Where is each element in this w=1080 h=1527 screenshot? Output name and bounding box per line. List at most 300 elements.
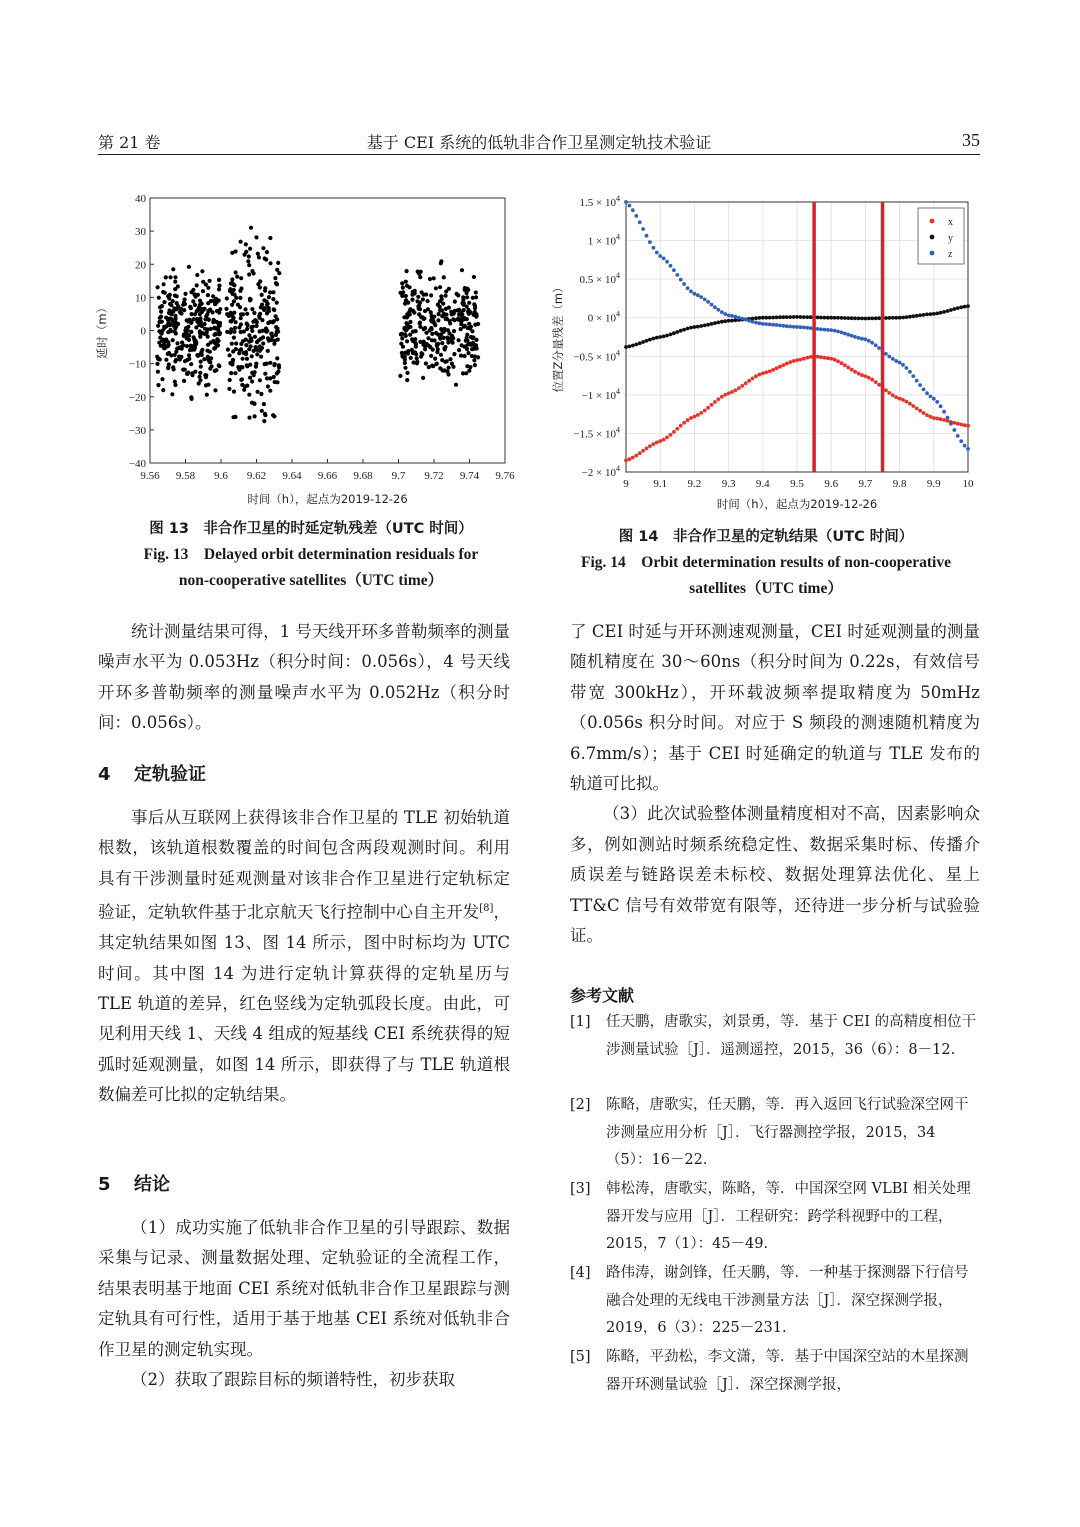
residual-point [272, 414, 276, 418]
series-y-point [771, 316, 775, 320]
series-y-point [675, 330, 679, 334]
residual-point [230, 292, 234, 296]
residual-point [248, 247, 252, 251]
residual-point [473, 310, 477, 314]
paragraph-cei-accuracy: 了 CEI 时延与开环测速观测量，CEI 时延观测量的测量随机精度在 30～60ns（积分时间为 0.22s，有效信号带宽 300kHz），开环载波频率提取精度为 50mHz（0.056s 积分时间。对应于 S 频段的测速随机精度为 6.7mm/s）；基于 CEI 时延确定的轨道与 TLE 发布的轨道可比拟。 [570, 622, 980, 794]
residual-point [398, 374, 402, 378]
residual-point [411, 351, 415, 355]
residual-point [170, 392, 174, 396]
series-z-point [648, 240, 652, 244]
y-tick-label: −40 [128, 458, 146, 470]
x-tick-label: 9.56 [140, 470, 160, 482]
series-y-point [918, 313, 922, 317]
residual-point [239, 312, 243, 316]
series-z-point [864, 337, 868, 341]
residual-point [238, 289, 242, 293]
series-z-point [723, 312, 727, 316]
x-tick-label: 9.5 [790, 478, 804, 490]
residual-point [264, 257, 268, 261]
series-x-point [713, 400, 717, 404]
residual-point [156, 324, 160, 328]
residual-point [193, 303, 197, 307]
residual-point [439, 261, 443, 265]
residual-point [214, 332, 218, 336]
residual-point [208, 279, 212, 283]
series-z-point [949, 422, 953, 426]
residual-point [228, 330, 232, 334]
residual-point [225, 296, 229, 300]
residual-point [245, 327, 249, 331]
residual-point [187, 357, 191, 361]
residual-point [215, 309, 219, 313]
series-x-point [911, 404, 915, 408]
residual-point [254, 365, 258, 369]
residual-point [476, 322, 480, 326]
residual-point [208, 308, 212, 312]
series-y-point [935, 312, 939, 316]
residual-point [265, 250, 269, 254]
residual-point [254, 319, 258, 323]
series-z-point [966, 447, 970, 451]
series-y-point [840, 316, 844, 320]
series-x-point [826, 356, 830, 360]
residual-point [187, 265, 191, 269]
residual-point [208, 367, 212, 371]
residual-point [232, 311, 236, 315]
series-y-point [901, 316, 905, 320]
residual-point [172, 367, 176, 371]
residual-point [264, 330, 268, 334]
residual-point [157, 320, 161, 324]
residual-point [252, 271, 256, 275]
residual-point [228, 353, 232, 357]
residual-point [202, 357, 206, 361]
residual-point [465, 347, 469, 351]
series-y-point [949, 308, 953, 312]
y-tick-label: $-2 \times 10^4$ [581, 464, 620, 479]
series-y-point [939, 311, 943, 315]
residual-point [227, 387, 231, 391]
series-x-point [816, 355, 820, 359]
series-z-point [706, 300, 710, 304]
residual-point [473, 363, 477, 367]
series-y-point [768, 316, 772, 320]
series-x-point [870, 378, 874, 382]
residual-point [450, 334, 454, 338]
residual-point [265, 376, 269, 380]
series-x-point [648, 444, 652, 448]
residual-point [188, 348, 192, 352]
series-x-point [925, 413, 929, 417]
residual-point [418, 321, 422, 325]
residual-point [257, 316, 261, 320]
y-tick-label: 20 [135, 259, 146, 272]
residual-point [465, 295, 469, 299]
residual-point [399, 332, 403, 336]
residual-point [250, 379, 254, 383]
series-x-point [935, 417, 939, 421]
series-z-point [853, 335, 857, 339]
residual-point [237, 325, 241, 329]
series-x-point [665, 436, 669, 440]
residual-point [268, 261, 272, 265]
series-x-point [843, 363, 847, 367]
residual-point [467, 322, 471, 326]
series-x-point [703, 409, 707, 413]
series-z-point [652, 246, 656, 250]
series-y-point [781, 315, 785, 319]
x-tick-label: 9.6 [824, 478, 839, 490]
residual-point [457, 348, 461, 352]
residual-point [156, 370, 160, 374]
residual-point [253, 414, 257, 418]
page-number: 35 [962, 130, 980, 150]
residual-point [428, 277, 432, 281]
series-y-point [679, 329, 683, 333]
residual-point [267, 295, 271, 299]
series-y-point [682, 328, 686, 332]
residual-point [254, 235, 258, 239]
series-y-point [908, 315, 912, 319]
series-z-point [860, 337, 864, 341]
series-y-point [891, 316, 895, 320]
series-x-point [829, 357, 833, 361]
residual-point [436, 332, 440, 336]
residual-point [173, 326, 177, 330]
residual-point [403, 355, 407, 359]
series-y-point [915, 314, 919, 318]
series-z-point [744, 318, 748, 322]
series-y-point [703, 324, 707, 328]
residual-point [266, 384, 270, 388]
series-z-point [929, 395, 933, 399]
series-x-point [799, 358, 803, 362]
series-z-point [628, 204, 632, 208]
residual-point [215, 340, 219, 344]
series-x-point [764, 371, 768, 375]
series-z-point [764, 322, 768, 326]
series-z-point [829, 328, 833, 332]
residual-point [472, 275, 476, 279]
residual-point [232, 336, 236, 340]
residual-point [158, 305, 162, 309]
residual-point [456, 318, 460, 322]
residual-point [260, 409, 264, 413]
residual-point [161, 290, 165, 294]
series-y-point [792, 315, 796, 319]
series-z-point [894, 359, 898, 363]
series-x-point [942, 418, 946, 422]
residual-point [404, 325, 408, 329]
residual-point [235, 275, 239, 279]
series-x-point [696, 413, 700, 417]
series-y-point [624, 345, 628, 349]
residual-point [439, 353, 443, 357]
residual-point [404, 299, 408, 303]
residual-point [405, 371, 409, 375]
series-y-point [809, 315, 813, 319]
series-y-point [826, 316, 830, 320]
x-tick-label: 9.6 [214, 470, 228, 482]
residual-point [209, 340, 213, 344]
series-y-point [658, 335, 662, 339]
series-x-point [727, 391, 731, 395]
x-tick-label: 9.9 [926, 478, 941, 490]
residual-point [411, 330, 415, 334]
series-x-point [908, 402, 912, 406]
residual-point [452, 352, 456, 356]
residual-point [421, 297, 425, 301]
series-y-point [795, 315, 799, 319]
residual-point [444, 317, 448, 321]
residual-point [234, 270, 238, 274]
residual-point [269, 338, 273, 342]
series-x-point [963, 423, 967, 427]
residual-point [250, 307, 254, 311]
series-x-point [645, 447, 649, 451]
x-tick-label: 10 [962, 478, 974, 490]
residual-point [242, 388, 246, 392]
residual-point [263, 308, 267, 312]
legend-label-z: z [948, 249, 953, 260]
residual-point [456, 293, 460, 297]
x-tick-label: 9.62 [246, 470, 267, 482]
residual-point [191, 299, 195, 303]
residual-point [230, 251, 234, 255]
residual-point [160, 377, 164, 381]
residual-point [463, 354, 467, 358]
residual-point [413, 341, 417, 345]
y-tick-label: −10 [128, 358, 146, 371]
residual-point [271, 290, 275, 294]
residual-point [405, 378, 409, 382]
residual-point [229, 281, 233, 285]
residual-point [408, 333, 412, 337]
residual-point [459, 354, 463, 358]
residual-point [244, 242, 248, 246]
series-z-point [942, 410, 946, 414]
series-z-point [703, 298, 707, 302]
residual-point [163, 339, 167, 343]
series-z-point [802, 326, 806, 330]
series-z-point [843, 332, 847, 336]
residual-point [266, 349, 270, 353]
residual-point [263, 362, 267, 366]
residual-point [167, 321, 171, 325]
residual-point [171, 267, 175, 271]
reference-text: 陈略，平劲松，李文潇，等．基于中国深空站的木星探测器开环测量试验［J］．深空探测学报， [606, 1349, 969, 1393]
residual-point [248, 298, 252, 302]
residual-point [247, 254, 251, 258]
figure-14-chart [548, 190, 984, 520]
residual-point [239, 276, 243, 280]
series-x-point [792, 359, 796, 363]
figure-14-caption [548, 524, 984, 602]
residual-point [273, 276, 277, 280]
residual-point [182, 379, 186, 383]
series-x-point [734, 388, 738, 392]
residual-point [276, 261, 280, 265]
residual-point [276, 370, 280, 374]
residual-point [403, 333, 407, 337]
series-x-point [740, 384, 744, 388]
residual-point [191, 288, 195, 292]
series-z-point [710, 303, 714, 307]
residual-point [255, 340, 259, 344]
series-z-point [675, 273, 679, 277]
residual-point [198, 375, 202, 379]
series-y-point [672, 331, 676, 335]
residual-point [398, 291, 402, 295]
residual-point [217, 363, 221, 367]
series-z-point [696, 293, 700, 297]
residual-point [194, 342, 198, 346]
residual-point [172, 306, 176, 310]
residual-point [454, 383, 458, 387]
series-z-point [747, 319, 751, 323]
residual-point [174, 358, 178, 362]
residual-point [230, 277, 234, 281]
residual-point [461, 371, 465, 375]
series-x-point [846, 366, 850, 370]
x-tick-label: 9.68 [353, 470, 373, 482]
series-x-point [768, 369, 772, 373]
series-y-point [850, 316, 854, 320]
reference-number: [2] [570, 1097, 591, 1113]
series-z-point [870, 341, 874, 345]
residual-point [246, 259, 250, 263]
section-4-number: 4 [98, 764, 111, 785]
residual-point [215, 344, 219, 348]
residual-point [422, 293, 426, 297]
x-axis-label: 时间（h），起点为2019-12-26 [716, 497, 878, 511]
series-y-point [799, 315, 803, 319]
residual-point [217, 284, 221, 288]
residual-point [213, 302, 217, 306]
residual-point [161, 388, 165, 392]
series-x-point [658, 439, 662, 443]
series-y-point [956, 306, 960, 310]
series-z-point [946, 416, 950, 420]
residual-point [171, 338, 175, 342]
residual-point [164, 275, 168, 279]
residual-point [168, 275, 172, 279]
series-z-point [751, 320, 755, 324]
residual-point [268, 236, 272, 240]
residual-point [181, 303, 185, 307]
series-z-point [638, 220, 642, 224]
residual-point [232, 283, 236, 287]
residual-point [198, 378, 202, 382]
series-y-point [905, 315, 909, 319]
series-x-point [894, 395, 898, 399]
residual-point [245, 357, 249, 361]
series-y-point [641, 340, 645, 344]
series-z-point [915, 379, 919, 383]
residual-point [247, 416, 251, 420]
series-y-point [716, 321, 720, 325]
residual-point [460, 313, 464, 317]
series-x-point [905, 400, 909, 404]
series-y-point [713, 321, 717, 325]
series-y-point [785, 315, 789, 319]
left-column-orbit [98, 803, 510, 1111]
p2-text-a: 事后从互联网上获得该非合作卫星的 TLE 初始轨道根数，该轨道根数覆盖的时间包含两段观测时间。利用具有干涉测量时延观测量对该非合作卫星进行定轨标定验证，定轨软件基于北京航天飞行控制中心自主开发 [98, 808, 510, 922]
series-x-point [706, 406, 710, 410]
series-x-point [634, 454, 638, 458]
residual-point [260, 346, 264, 350]
series-y-point [754, 316, 758, 320]
series-y-point [764, 316, 768, 320]
residual-point [415, 360, 419, 364]
residual-point [440, 328, 444, 332]
paragraph-noise-level: 统计测量结果可得，1 号天线开环多普勒频率的测量噪声水平为 0.053Hz（积分时间：0.056s），4 号天线开环多普勒频率的测量噪声水平为 0.052Hz（积分时间：0.056s）。 [98, 622, 510, 733]
series-x-point [867, 376, 871, 380]
series-y-point [727, 319, 731, 323]
residual-point [445, 336, 449, 340]
residual-point [239, 378, 243, 382]
residual-point [233, 371, 237, 375]
series-z-point [952, 428, 956, 432]
residual-point [209, 327, 213, 331]
residual-point [239, 240, 243, 244]
series-z-point [816, 327, 820, 331]
residual-point [234, 341, 238, 345]
residual-point [173, 380, 177, 384]
residual-point [231, 349, 235, 353]
residual-point [441, 368, 445, 372]
residual-point [273, 380, 277, 384]
series-z-point [963, 444, 967, 448]
series-x-point [771, 368, 775, 372]
series-y-point [952, 307, 956, 311]
series-y-point [734, 318, 738, 322]
series-y-point [887, 316, 891, 320]
residual-point [168, 317, 172, 321]
residual-point [272, 307, 276, 311]
section-5-title: 结论 [134, 1174, 170, 1195]
series-y-point [966, 304, 970, 308]
series-z-point [935, 400, 939, 404]
residual-point [457, 308, 461, 312]
y-tick-label: $1 \times 10^4$ [587, 232, 620, 248]
series-x-point [754, 374, 758, 378]
residual-point [198, 335, 202, 339]
section-5-heading [98, 1170, 170, 1196]
left-column-conclusion [98, 1213, 510, 1395]
residual-point [441, 302, 445, 306]
residual-point [213, 369, 217, 373]
residual-point [435, 344, 439, 348]
residual-point [199, 360, 203, 364]
residual-point [164, 316, 168, 320]
reference-number: [5] [570, 1349, 591, 1365]
residual-point [239, 342, 243, 346]
series-z-point [682, 282, 686, 286]
residual-point [474, 295, 478, 299]
reference-text: 路伟涛，谢剑锋，任天鹏，等．一种基于探测器下行信号融合处理的无线电干涉测量方法［J］．深空探测学报，2019，6（3）：225－231. [606, 1265, 969, 1336]
reference-item [570, 1344, 980, 1399]
residual-point [268, 361, 272, 365]
series-y-point [864, 317, 868, 321]
series-z-point [634, 214, 638, 218]
fig13-caption-en-2: non-cooperative satellites（UTC time） [178, 572, 444, 589]
reference-item [570, 1009, 980, 1064]
residual-point [190, 397, 194, 401]
x-axis-label: 时间（h），起点为2019-12-26 [247, 492, 408, 506]
residual-point [190, 371, 194, 375]
series-y-point [870, 317, 874, 321]
